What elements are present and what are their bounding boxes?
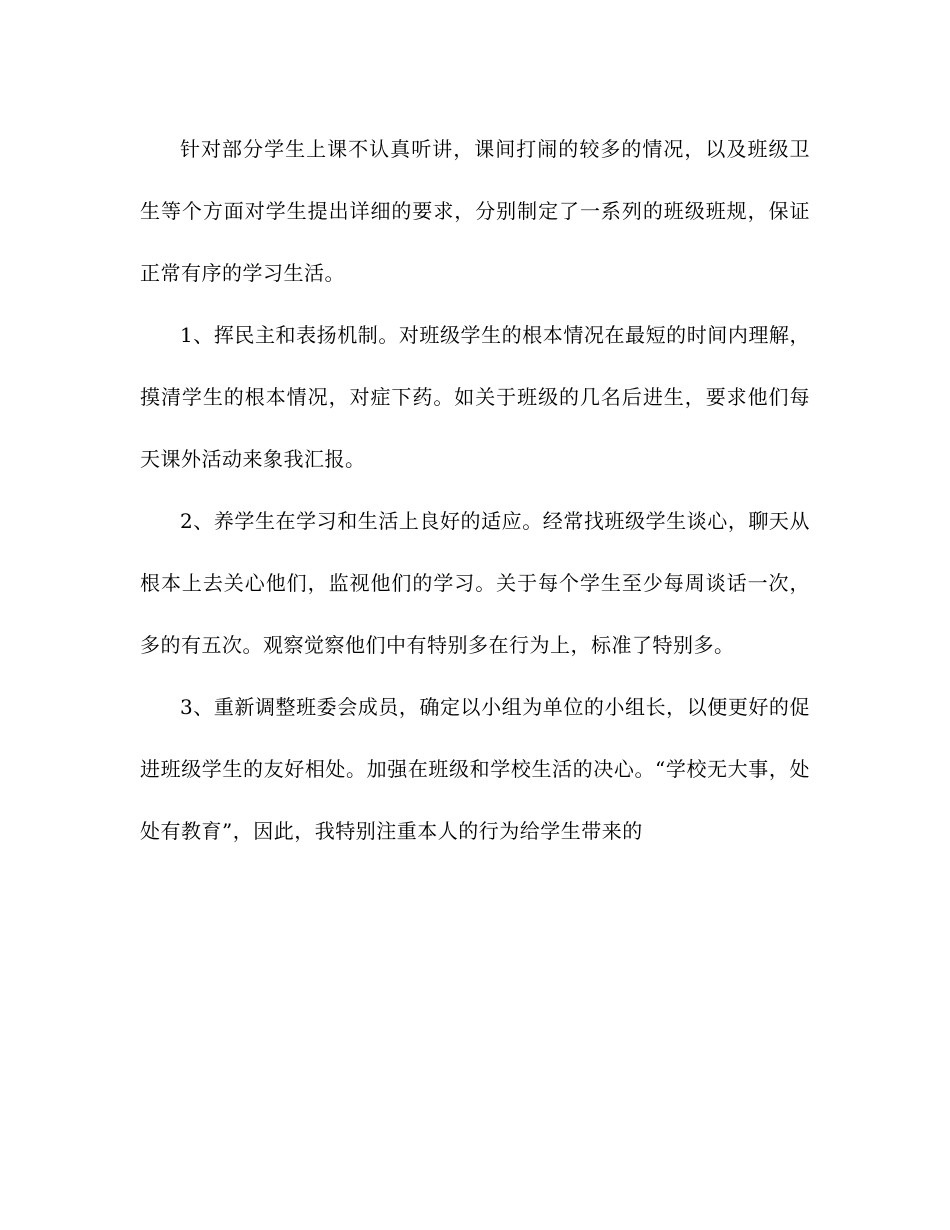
paragraph-intro: 针对部分学生上课不认真听讲，课间打闹的较多的情况，以及班级卫生等个方面对学生提出详细的要求，分别制定了一系列的班级班规，保证正常有序的学习生活。 [140,137,810,285]
paragraph-item-1: 1、挥民主和表扬机制。对班级学生的根本情况在最短的时间内理解，摸清学生的根本情况，对症下药。如关于班级的几名后进生，要求他们每天课外活动来象我汇报。 [140,323,810,471]
paragraph-item-3: 3、重新调整班委会成员，确定以小组为单位的小组长，以便更好的促进班级学生的友好相处。加强在班级和学校生活的决心。“学校无大事，处处有教育”，因此，我特别注重本人的行为给学生带来的 [140,695,810,843]
document-body [140,118,810,862]
paragraph-item-2: 2、养学生在学习和生活上良好的适应。经常找班级学生谈心，聊天从根本上去关心他们，监视他们的学习。关于每个学生至少每周谈话一次，多的有五次。观察觉察他们中有特别多在行为上，标准了特别多。 [140,509,810,657]
